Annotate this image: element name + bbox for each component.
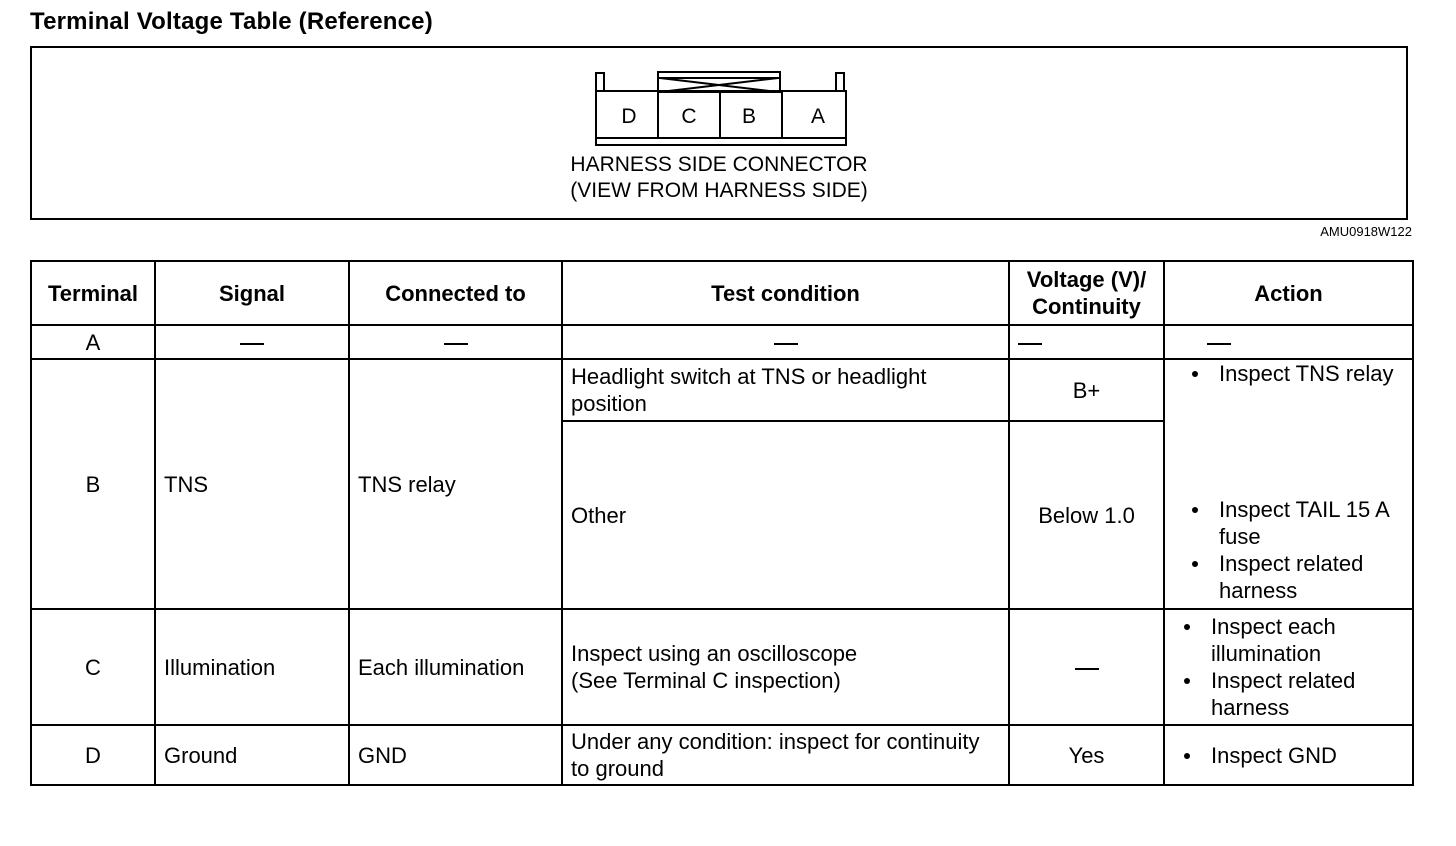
cell-voltage-bplus: B+ bbox=[1009, 359, 1164, 421]
action-item: Inspect each illumination bbox=[1173, 613, 1404, 667]
cell-empty-dash bbox=[349, 325, 562, 359]
cell-terminal-d: D bbox=[31, 725, 155, 785]
cell-signal-ground: Ground bbox=[155, 725, 349, 785]
pin-label-d: D bbox=[621, 105, 637, 128]
cell-condition-headlight: Headlight switch at TNS or headlight position bbox=[562, 359, 1009, 421]
action-item: Inspect GND bbox=[1173, 742, 1404, 769]
header-action: Action bbox=[1164, 261, 1413, 325]
header-terminal: Terminal bbox=[31, 261, 155, 325]
cell-connected-each-illumination: Each illumination bbox=[349, 609, 562, 725]
cell-empty-dash bbox=[1164, 325, 1413, 359]
table-row-a bbox=[31, 325, 1413, 359]
cell-empty-dash bbox=[562, 325, 1009, 359]
cell-terminal-b: B bbox=[31, 359, 155, 609]
figure-id: AMU0918W122 bbox=[1320, 224, 1412, 239]
header-signal: Signal bbox=[155, 261, 349, 325]
connector-latch bbox=[658, 72, 780, 92]
action-item: Inspect related harness bbox=[1173, 667, 1404, 721]
connector-caption-view: (VIEW FROM HARNESS SIDE) bbox=[570, 179, 868, 202]
cell-condition-other: Other bbox=[562, 421, 1009, 609]
header-row bbox=[31, 261, 1413, 325]
action-item: Inspect TNS relay bbox=[1181, 360, 1400, 387]
cell-terminal-a: A bbox=[31, 325, 155, 359]
connector-diagram-frame bbox=[30, 46, 1408, 220]
cell-action-c bbox=[1164, 609, 1413, 725]
table-row-d bbox=[31, 725, 1413, 785]
action-item: Inspect related harness bbox=[1181, 550, 1400, 604]
connector-caption: HARNESS SIDE CONNECTOR bbox=[570, 153, 868, 176]
page-title: Terminal Voltage Table (Reference) bbox=[30, 8, 433, 35]
terminal-voltage-table bbox=[30, 260, 1414, 786]
cell-empty-dash bbox=[155, 325, 349, 359]
cell-empty-dash bbox=[1009, 325, 1164, 359]
cell-condition-continuity: Under any condition: inspect for continuity to ground bbox=[562, 725, 1009, 785]
cell-signal-tns: TNS bbox=[155, 359, 349, 609]
cell-signal-illumination: Illumination bbox=[155, 609, 349, 725]
cell-connected-gnd: GND bbox=[349, 725, 562, 785]
header-voltage: Voltage (V)/ Continuity bbox=[1009, 261, 1164, 325]
pin-label-a: A bbox=[810, 105, 826, 128]
cell-condition-oscilloscope: Inspect using an oscilloscope (See Terminal C inspection) bbox=[562, 609, 1009, 725]
table-row-b1 bbox=[31, 359, 1413, 421]
header-connected-to: Connected to bbox=[349, 261, 562, 325]
table-row-c bbox=[31, 609, 1413, 725]
cell-connected-tns-relay: TNS relay bbox=[349, 359, 562, 609]
cell-action-d bbox=[1164, 725, 1413, 785]
cell-voltage-below: Below 1.0 bbox=[1009, 421, 1164, 609]
cell-terminal-c: C bbox=[31, 609, 155, 725]
header-test-condition: Test condition bbox=[562, 261, 1009, 325]
cell-empty-dash bbox=[1009, 609, 1164, 725]
action-item: Inspect TAIL 15 A fuse bbox=[1181, 496, 1400, 550]
cell-voltage-yes: Yes bbox=[1009, 725, 1164, 785]
pin-label-c: C bbox=[681, 105, 697, 128]
pin-label-b: B bbox=[741, 105, 757, 128]
cell-action-b bbox=[1164, 359, 1413, 609]
